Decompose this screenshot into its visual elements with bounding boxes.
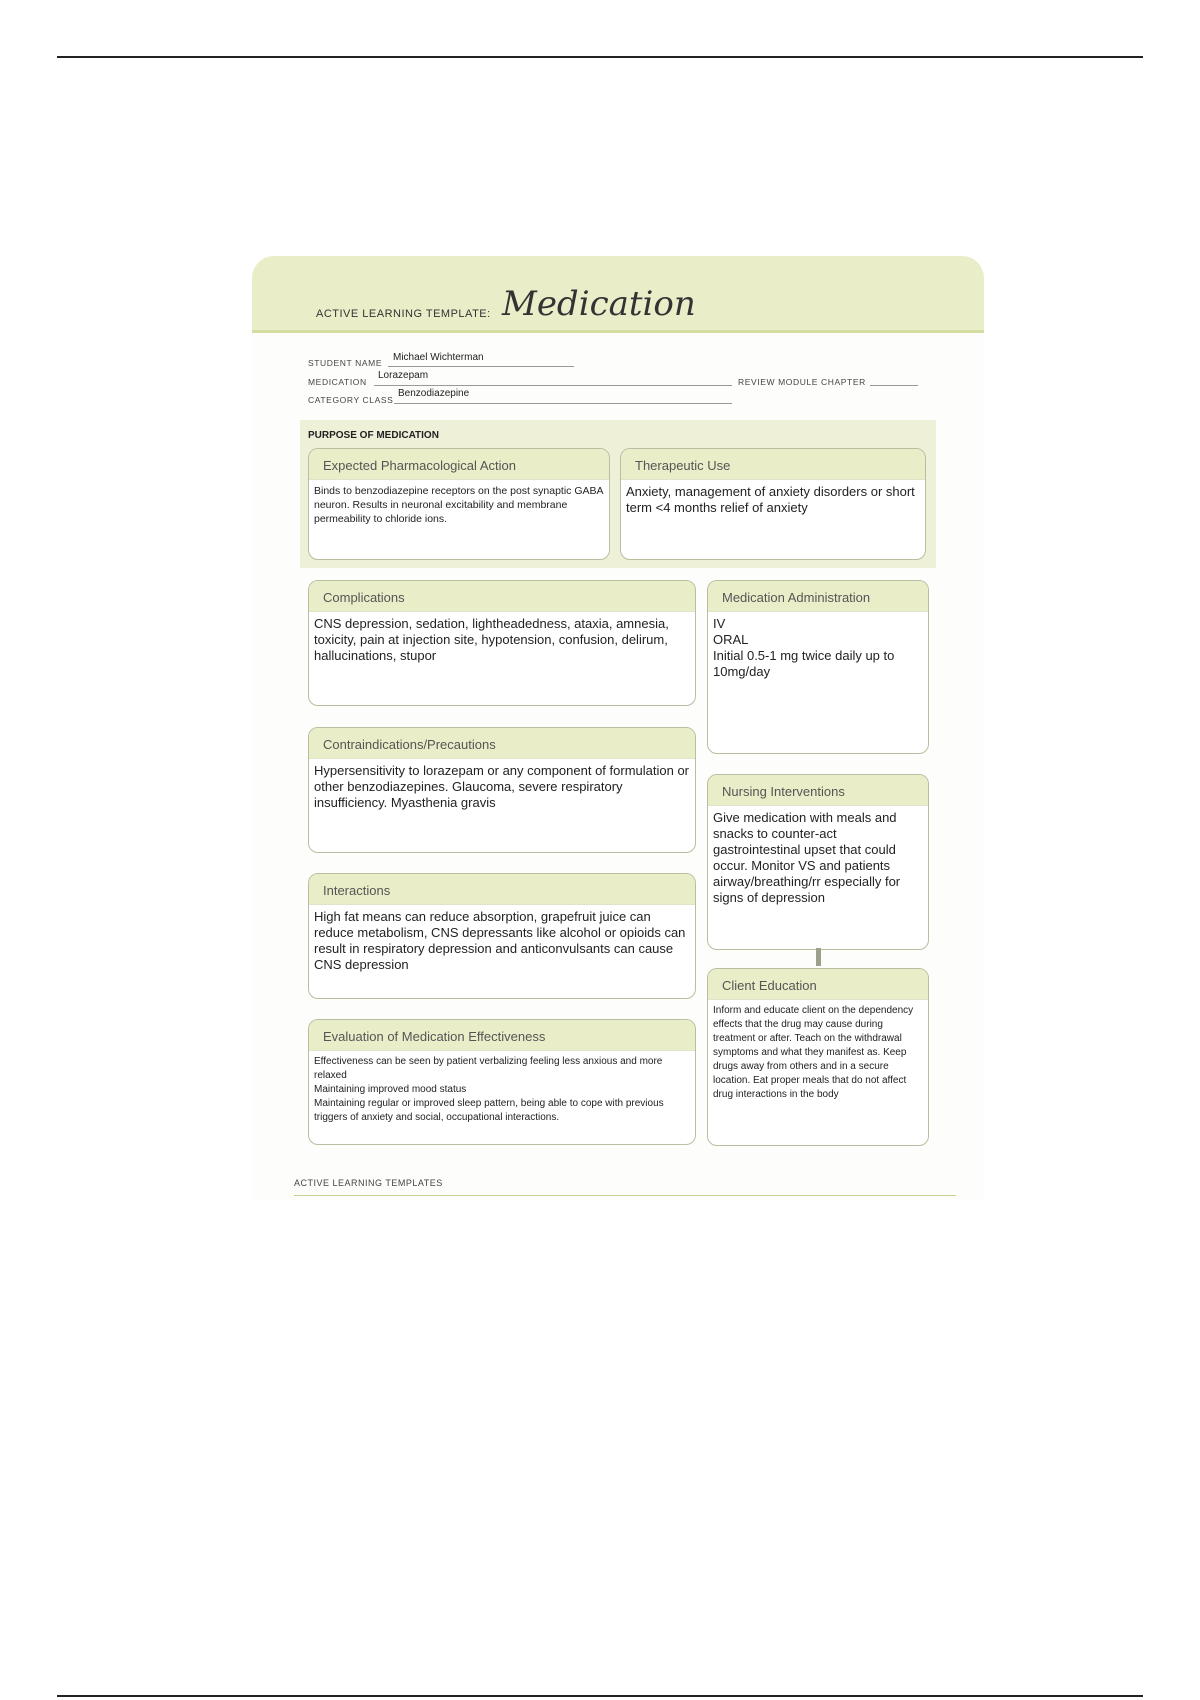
expected-action-box <box>308 448 610 560</box>
student-name-label: STUDENT NAME <box>308 358 383 368</box>
client-education-box <box>707 968 929 1146</box>
medication-template-sheet <box>252 256 984 1200</box>
template-label: ACTIVE LEARNING TEMPLATE: <box>316 308 491 320</box>
contraindications-box <box>308 727 696 853</box>
complications-title: Complications <box>309 581 695 612</box>
interactions-box <box>308 873 696 999</box>
template-header <box>252 256 984 333</box>
student-name-line <box>388 366 574 367</box>
medication-label: MEDICATION <box>308 377 367 387</box>
medication-administration-text: IV ORAL Initial 0.5-1 mg twice daily up to 10mg/day <box>713 616 895 679</box>
expected-action-title: Expected Pharmacological Action <box>309 449 609 480</box>
evaluation-text: Effectiveness can be seen by patient verbalizing feeling less anxious and more relaxed Maintaining improved mood status Maintaining regular or improved sleep pattern, being able to cope with previous triggers of anxiety and social, occupational interactions. <box>314 1056 664 1123</box>
interactions-text: High fat means can reduce absorption, grapefruit juice can reduce metabolism, CNS depressants like alcohol or opioids can result in respiratory depression and anticonvulsants can cause CNS depression <box>314 909 686 972</box>
category-class-line <box>394 403 732 404</box>
therapeutic-use-title: Therapeutic Use <box>621 449 925 480</box>
therapeutic-use-box <box>620 448 926 560</box>
footer-line <box>294 1195 956 1196</box>
purpose-title: PURPOSE OF MEDICATION <box>308 430 439 441</box>
contraindications-text: Hypersensitivity to lorazepam or any component of formulation or other benzodiazepines. Glaucoma, severe respiratory insufficiency. Myasthenia gravis <box>314 763 690 810</box>
footer-text: ACTIVE LEARNING TEMPLATES <box>294 1178 443 1188</box>
nursing-interventions-box <box>707 774 929 950</box>
medication-value: Lorazepam <box>378 370 429 381</box>
evaluation-box <box>308 1019 696 1145</box>
top-rule <box>57 56 1143 58</box>
evaluation-title: Evaluation of Medication Effectiveness <box>309 1020 695 1051</box>
complications-box <box>308 580 696 706</box>
nursing-education-connector <box>816 948 821 966</box>
client-education-title: Client Education <box>708 969 928 1000</box>
bottom-rule <box>57 1695 1143 1697</box>
student-name-value: Michael Wichterman <box>393 352 484 363</box>
interactions-title: Interactions <box>309 874 695 905</box>
complications-text: CNS depression, sedation, lightheadedness, ataxia, amnesia, toxicity, pain at injection site, hypotension, confusion, delirum, hallucinations, stupor <box>314 616 669 663</box>
nursing-interventions-title: Nursing Interventions <box>708 775 928 806</box>
therapeutic-use-text: Anxiety, management of anxiety disorders or short term <4 months relief of anxiety <box>626 484 915 515</box>
contraindications-title: Contraindications/Precautions <box>309 728 695 759</box>
client-education-text: Inform and educate client on the dependency effects that the drug may cause during treatment or after. Teach on the withdrawal symptoms and what they manifest as. Keep drugs away from others and in a secure location. Eat proper meals that do not affect drug interactions in the body <box>713 1005 914 1100</box>
review-module-line <box>870 385 918 386</box>
category-class-value: Benzodiazepine <box>398 388 470 399</box>
category-class-label: CATEGORY CLASS <box>308 395 394 405</box>
medication-administration-box <box>707 580 929 754</box>
medication-administration-title: Medication Administration <box>708 581 928 612</box>
medication-line <box>374 385 732 386</box>
expected-action-text: Binds to benzodiazepine receptors on the post synaptic GABA neuron. Results in neuronal excitability and membrane permeability to chloride ions. <box>314 485 603 525</box>
template-title: Medication <box>502 284 696 324</box>
purpose-section <box>300 420 936 568</box>
nursing-interventions-text: Give medication with meals and snacks to counter-act gastrointestinal upset that could occur. Monitor VS and patients airway/breathing/rr especially for signs of depression <box>713 810 901 905</box>
review-module-label: REVIEW MODULE CHAPTER <box>738 377 866 387</box>
